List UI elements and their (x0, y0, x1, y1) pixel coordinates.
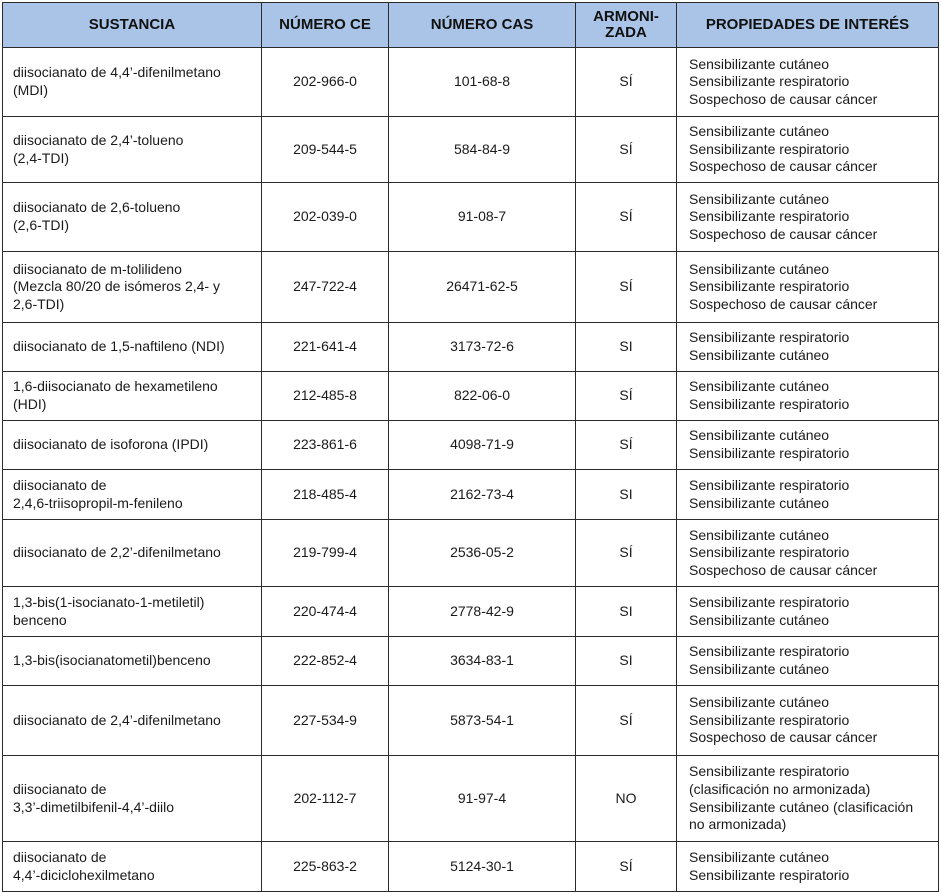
table-row (3, 183, 939, 252)
sustancia-line: 2,6-TDI) (13, 295, 65, 312)
propiedad-line: (clasificación no armonizada) (689, 780, 871, 797)
table-row (3, 421, 939, 470)
cell-armonizada: SÍ (576, 520, 677, 587)
sustancia-line: diisocianato de m-tolilideno (13, 260, 182, 277)
cell-sustancia (3, 637, 262, 686)
cell-propiedades (677, 421, 939, 470)
sustancia-line: 1,3-bis(isocianatometil)benceno (13, 652, 211, 669)
sustancia-line: diisocianato de (13, 848, 107, 865)
cell-sustancia (3, 756, 262, 842)
cell-numero-ce: 223-861-6 (262, 421, 389, 470)
table-body (3, 48, 939, 892)
cell-numero-cas: 3634-83-1 (389, 637, 576, 686)
cell-armonizada: SÍ (576, 117, 677, 183)
sustancia-line: 1,3-bis(1-isocianato-1-metiletil) (13, 593, 205, 610)
cell-numero-cas: 822-06-0 (389, 372, 576, 421)
propiedad-line: Sensibilizante respiratorio (689, 329, 850, 346)
propiedad-line: Sensibilizante cutáneo (689, 190, 830, 207)
table-row (3, 48, 939, 117)
cell-armonizada: SÍ (576, 183, 677, 252)
cell-propiedades (677, 587, 939, 637)
propiedad-line: Sensibilizante respiratorio (689, 278, 850, 295)
cell-numero-ce: 227-534-9 (262, 686, 389, 756)
cell-numero-ce: 247-722-4 (262, 252, 389, 323)
propiedad-line: Sensibilizante respiratorio (689, 866, 850, 883)
propiedad-line: Sensibilizante respiratorio (689, 73, 850, 90)
cell-numero-cas: 101-68-8 (389, 48, 576, 117)
cell-numero-ce: 222-852-4 (262, 637, 389, 686)
cell-armonizada: SÍ (576, 48, 677, 117)
table-row (3, 686, 939, 756)
sustancia-line: diisocianato de (13, 780, 107, 797)
cell-numero-cas: 4098-71-9 (389, 421, 576, 470)
propiedad-line: Sospechoso de causar cáncer (689, 561, 878, 578)
header-numero-cas: NÚMERO CAS (389, 3, 576, 48)
propiedad-line: Sospechoso de causar cáncer (689, 90, 878, 107)
substances-table (2, 2, 939, 892)
cell-numero-cas: 2162-73-4 (389, 470, 576, 520)
cell-armonizada: SÍ (576, 372, 677, 421)
propiedad-line: Sospechoso de causar cáncer (689, 225, 878, 242)
propiedad-line: Sensibilizante respiratorio (689, 593, 850, 610)
sustancia-line: (2,4-TDI) (13, 149, 69, 166)
propiedad-line: Sensibilizante respiratorio (689, 544, 850, 561)
cell-propiedades (677, 117, 939, 183)
propiedad-line: Sensibilizante respiratorio (689, 208, 850, 225)
propiedad-line: no armonizada) (689, 816, 787, 833)
sustancia-line: benceno (13, 611, 67, 628)
cell-armonizada: SI (576, 637, 677, 686)
sustancia-line: diisocianato de isoforona (IPDI) (13, 436, 209, 453)
propiedad-line: Sospechoso de causar cáncer (689, 158, 878, 175)
cell-armonizada: SI (576, 323, 677, 372)
cell-numero-ce: 221-641-4 (262, 323, 389, 372)
cell-armonizada: SI (576, 470, 677, 520)
propiedad-line: Sensibilizante respiratorio (689, 711, 850, 728)
cell-propiedades (677, 520, 939, 587)
header-armonizada-line: ZADA (605, 24, 647, 41)
propiedad-line: Sensibilizante cutáneo (689, 661, 830, 677)
propiedad-line: Sensibilizante cutáneo (689, 694, 830, 711)
sustancia-line: (Mezcla 80/20 de isómeros 2,4- y (13, 278, 220, 295)
header-sustancia: SUSTANCIA (3, 3, 262, 48)
cell-armonizada: SÍ (576, 686, 677, 756)
propiedad-line: Sensibilizante respiratorio (689, 763, 850, 780)
table-row (3, 587, 939, 637)
cell-numero-ce: 225-863-2 (262, 842, 389, 892)
cell-numero-cas: 584-84-9 (389, 117, 576, 183)
cell-propiedades (677, 637, 939, 686)
cell-sustancia (3, 117, 262, 183)
propiedad-line: Sospechoso de causar cáncer (689, 729, 878, 746)
sustancia-line: 3,3’-dimetilbifenil-4,4’-diilo (13, 798, 175, 815)
table-row (3, 842, 939, 892)
cell-propiedades (677, 372, 939, 421)
propiedad-line: Sensibilizante cutáneo (689, 526, 830, 543)
propiedad-line: Sensibilizante cutáneo (689, 260, 830, 277)
cell-sustancia (3, 252, 262, 323)
cell-numero-cas: 91-08-7 (389, 183, 576, 252)
cell-numero-ce: 212-485-8 (262, 372, 389, 421)
header-numero-ce: NÚMERO CE (262, 3, 389, 48)
sustancia-line: diisocianato de 2,4’-tolueno (13, 131, 184, 148)
cell-propiedades (677, 323, 939, 372)
cell-numero-ce: 202-039-0 (262, 183, 389, 252)
table-row (3, 520, 939, 587)
propiedad-line: Sensibilizante respiratorio (689, 396, 850, 412)
header-propiedades: PROPIEDADES DE INTERÉS (677, 3, 939, 48)
cell-sustancia (3, 372, 262, 421)
propiedad-line: Sensibilizante respiratorio (689, 643, 850, 660)
sustancia-line: diisocianato de 2,4’-difenilmetano (13, 711, 221, 728)
cell-armonizada: NO (576, 756, 677, 842)
cell-numero-ce: 219-799-4 (262, 520, 389, 587)
table-row (3, 252, 939, 323)
cell-sustancia (3, 686, 262, 756)
table-row (3, 372, 939, 421)
propiedad-line: Sensibilizante cutáneo (689, 347, 830, 363)
propiedad-line: Sensibilizante cutáneo (clasificación (689, 798, 914, 815)
propiedad-line: Sensibilizante cutáneo (689, 55, 830, 72)
table-row (3, 323, 939, 372)
cell-numero-cas: 3173-72-6 (389, 323, 576, 372)
table-row (3, 756, 939, 842)
table-header-row (3, 3, 939, 48)
sustancia-line: diisocianato de 4,4’-difenilmetano (13, 64, 221, 81)
cell-sustancia (3, 587, 262, 637)
sustancia-line: (2,6-TDI) (13, 217, 69, 233)
sustancia-line: 2,4,6-triisopropil-m-fenileno (13, 494, 183, 511)
propiedad-line: Sensibilizante cutáneo (689, 427, 830, 444)
cell-sustancia (3, 48, 262, 117)
cell-sustancia (3, 520, 262, 587)
propiedad-line: Sensibilizante cutáneo (689, 848, 830, 865)
cell-numero-cas: 26471-62-5 (389, 252, 576, 323)
cell-armonizada: SI (576, 587, 677, 637)
header-armonizada-line: ARMONI- (593, 8, 659, 25)
propiedad-line: Sensibilizante cutáneo (689, 611, 830, 628)
header-armonizada (576, 3, 677, 48)
propiedad-line: Sensibilizante cutáneo (689, 123, 830, 140)
cell-numero-ce: 209-544-5 (262, 117, 389, 183)
table-row (3, 117, 939, 183)
sustancia-line: diisocianato de (13, 476, 107, 493)
cell-numero-cas: 5873-54-1 (389, 686, 576, 756)
cell-numero-cas: 2536-05-2 (389, 520, 576, 587)
cell-numero-cas: 5124-30-1 (389, 842, 576, 892)
table-row (3, 637, 939, 686)
cell-numero-ce: 202-966-0 (262, 48, 389, 117)
cell-numero-ce: 218-485-4 (262, 470, 389, 520)
table-row (3, 470, 939, 520)
sustancia-line: diisocianato de 2,2’-difenilmetano (13, 544, 221, 561)
propiedad-line: Sensibilizante cutáneo (689, 494, 830, 511)
cell-sustancia (3, 470, 262, 520)
cell-numero-ce: 220-474-4 (262, 587, 389, 637)
cell-armonizada: SÍ (576, 421, 677, 470)
cell-sustancia (3, 842, 262, 892)
cell-propiedades (677, 48, 939, 117)
propiedad-line: Sensibilizante cutáneo (689, 378, 830, 395)
cell-sustancia (3, 183, 262, 252)
cell-propiedades (677, 756, 939, 842)
cell-propiedades (677, 686, 939, 756)
propiedad-line: Sensibilizante respiratorio (689, 476, 850, 493)
sustancia-line: diisocianato de 2,6-tolueno (13, 199, 181, 216)
cell-numero-ce: 202-112-7 (262, 756, 389, 842)
sustancia-line: 1,6-diisocianato de hexametileno (13, 378, 218, 395)
propiedad-line: Sospechoso de causar cáncer (689, 295, 878, 312)
cell-propiedades (677, 252, 939, 323)
sustancia-line: 4,4’-diciclohexilmetano (13, 866, 155, 883)
cell-numero-cas: 2778-42-9 (389, 587, 576, 637)
cell-sustancia (3, 323, 262, 372)
sustancia-line: (MDI) (13, 82, 48, 98)
cell-numero-cas: 91-97-4 (389, 756, 576, 842)
cell-propiedades (677, 842, 939, 892)
cell-propiedades (677, 183, 939, 252)
cell-sustancia (3, 421, 262, 470)
cell-propiedades (677, 470, 939, 520)
sustancia-line: (HDI) (13, 396, 47, 412)
sustancia-line: diisocianato de 1,5-naftileno (NDI) (13, 338, 225, 355)
cell-armonizada: SÍ (576, 842, 677, 892)
propiedad-line: Sensibilizante respiratorio (689, 445, 850, 461)
cell-armonizada: SÍ (576, 252, 677, 323)
propiedad-line: Sensibilizante respiratorio (689, 140, 850, 157)
